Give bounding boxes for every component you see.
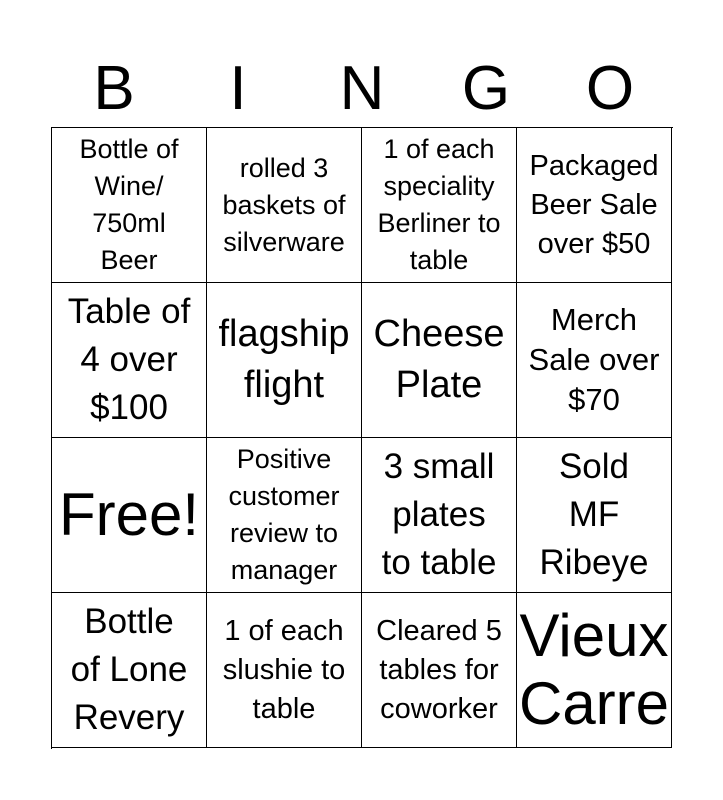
bingo-cell[interactable] bbox=[207, 438, 362, 593]
bingo-cell[interactable] bbox=[362, 593, 517, 748]
bingo-cell[interactable] bbox=[362, 438, 517, 593]
free-space-label: Free! bbox=[58, 481, 200, 548]
cell-label: Bottle of Wine/ 750ml Beer bbox=[79, 134, 179, 275]
bingo-cell[interactable] bbox=[207, 128, 362, 283]
bingo-cell[interactable] bbox=[517, 438, 672, 593]
cell-label: Merch Sale over $70 bbox=[528, 302, 660, 417]
header-letter-g: G bbox=[461, 54, 511, 123]
bingo-cell[interactable] bbox=[517, 128, 672, 283]
header-letter-i: I bbox=[229, 54, 247, 123]
bingo-cell[interactable] bbox=[362, 283, 517, 438]
cell-label: Cheese Plate bbox=[373, 313, 505, 406]
bingo-cell[interactable] bbox=[362, 128, 517, 283]
bingo-cell[interactable] bbox=[207, 283, 362, 438]
bingo-grid bbox=[51, 127, 673, 749]
cell-label: Bottle of Lone Revery bbox=[70, 602, 188, 737]
header-letter-b: B bbox=[93, 54, 135, 123]
bingo-header bbox=[52, 50, 672, 128]
cell-label: 1 of each speciality Berliner to table bbox=[377, 134, 501, 275]
bingo-cell[interactable] bbox=[52, 128, 207, 283]
cell-label: flagship flight bbox=[218, 313, 350, 406]
cell-label: Packaged Beer Sale over $50 bbox=[529, 149, 659, 260]
cell-label: 3 small plates to table bbox=[381, 447, 497, 582]
bingo-cell[interactable] bbox=[517, 283, 672, 438]
bingo-cell[interactable] bbox=[207, 593, 362, 748]
cell-label: Vieux Carre bbox=[518, 602, 670, 737]
bingo-cell-free[interactable] bbox=[52, 438, 207, 593]
header-letter-o: O bbox=[585, 54, 635, 123]
header-letter-n: N bbox=[339, 54, 385, 123]
bingo-cell[interactable] bbox=[52, 593, 207, 748]
cell-label: Table of 4 over $100 bbox=[67, 292, 191, 427]
bingo-cell[interactable] bbox=[52, 283, 207, 438]
cell-label: rolled 3 baskets of silverware bbox=[222, 152, 346, 257]
cell-label: Cleared 5 tables for coworker bbox=[376, 614, 502, 725]
cell-label: Sold MF Ribeye bbox=[539, 447, 649, 582]
cell-label: 1 of each slushie to table bbox=[222, 614, 346, 725]
cell-label: Positive customer review to manager bbox=[228, 444, 340, 585]
bingo-cell[interactable] bbox=[517, 593, 672, 748]
